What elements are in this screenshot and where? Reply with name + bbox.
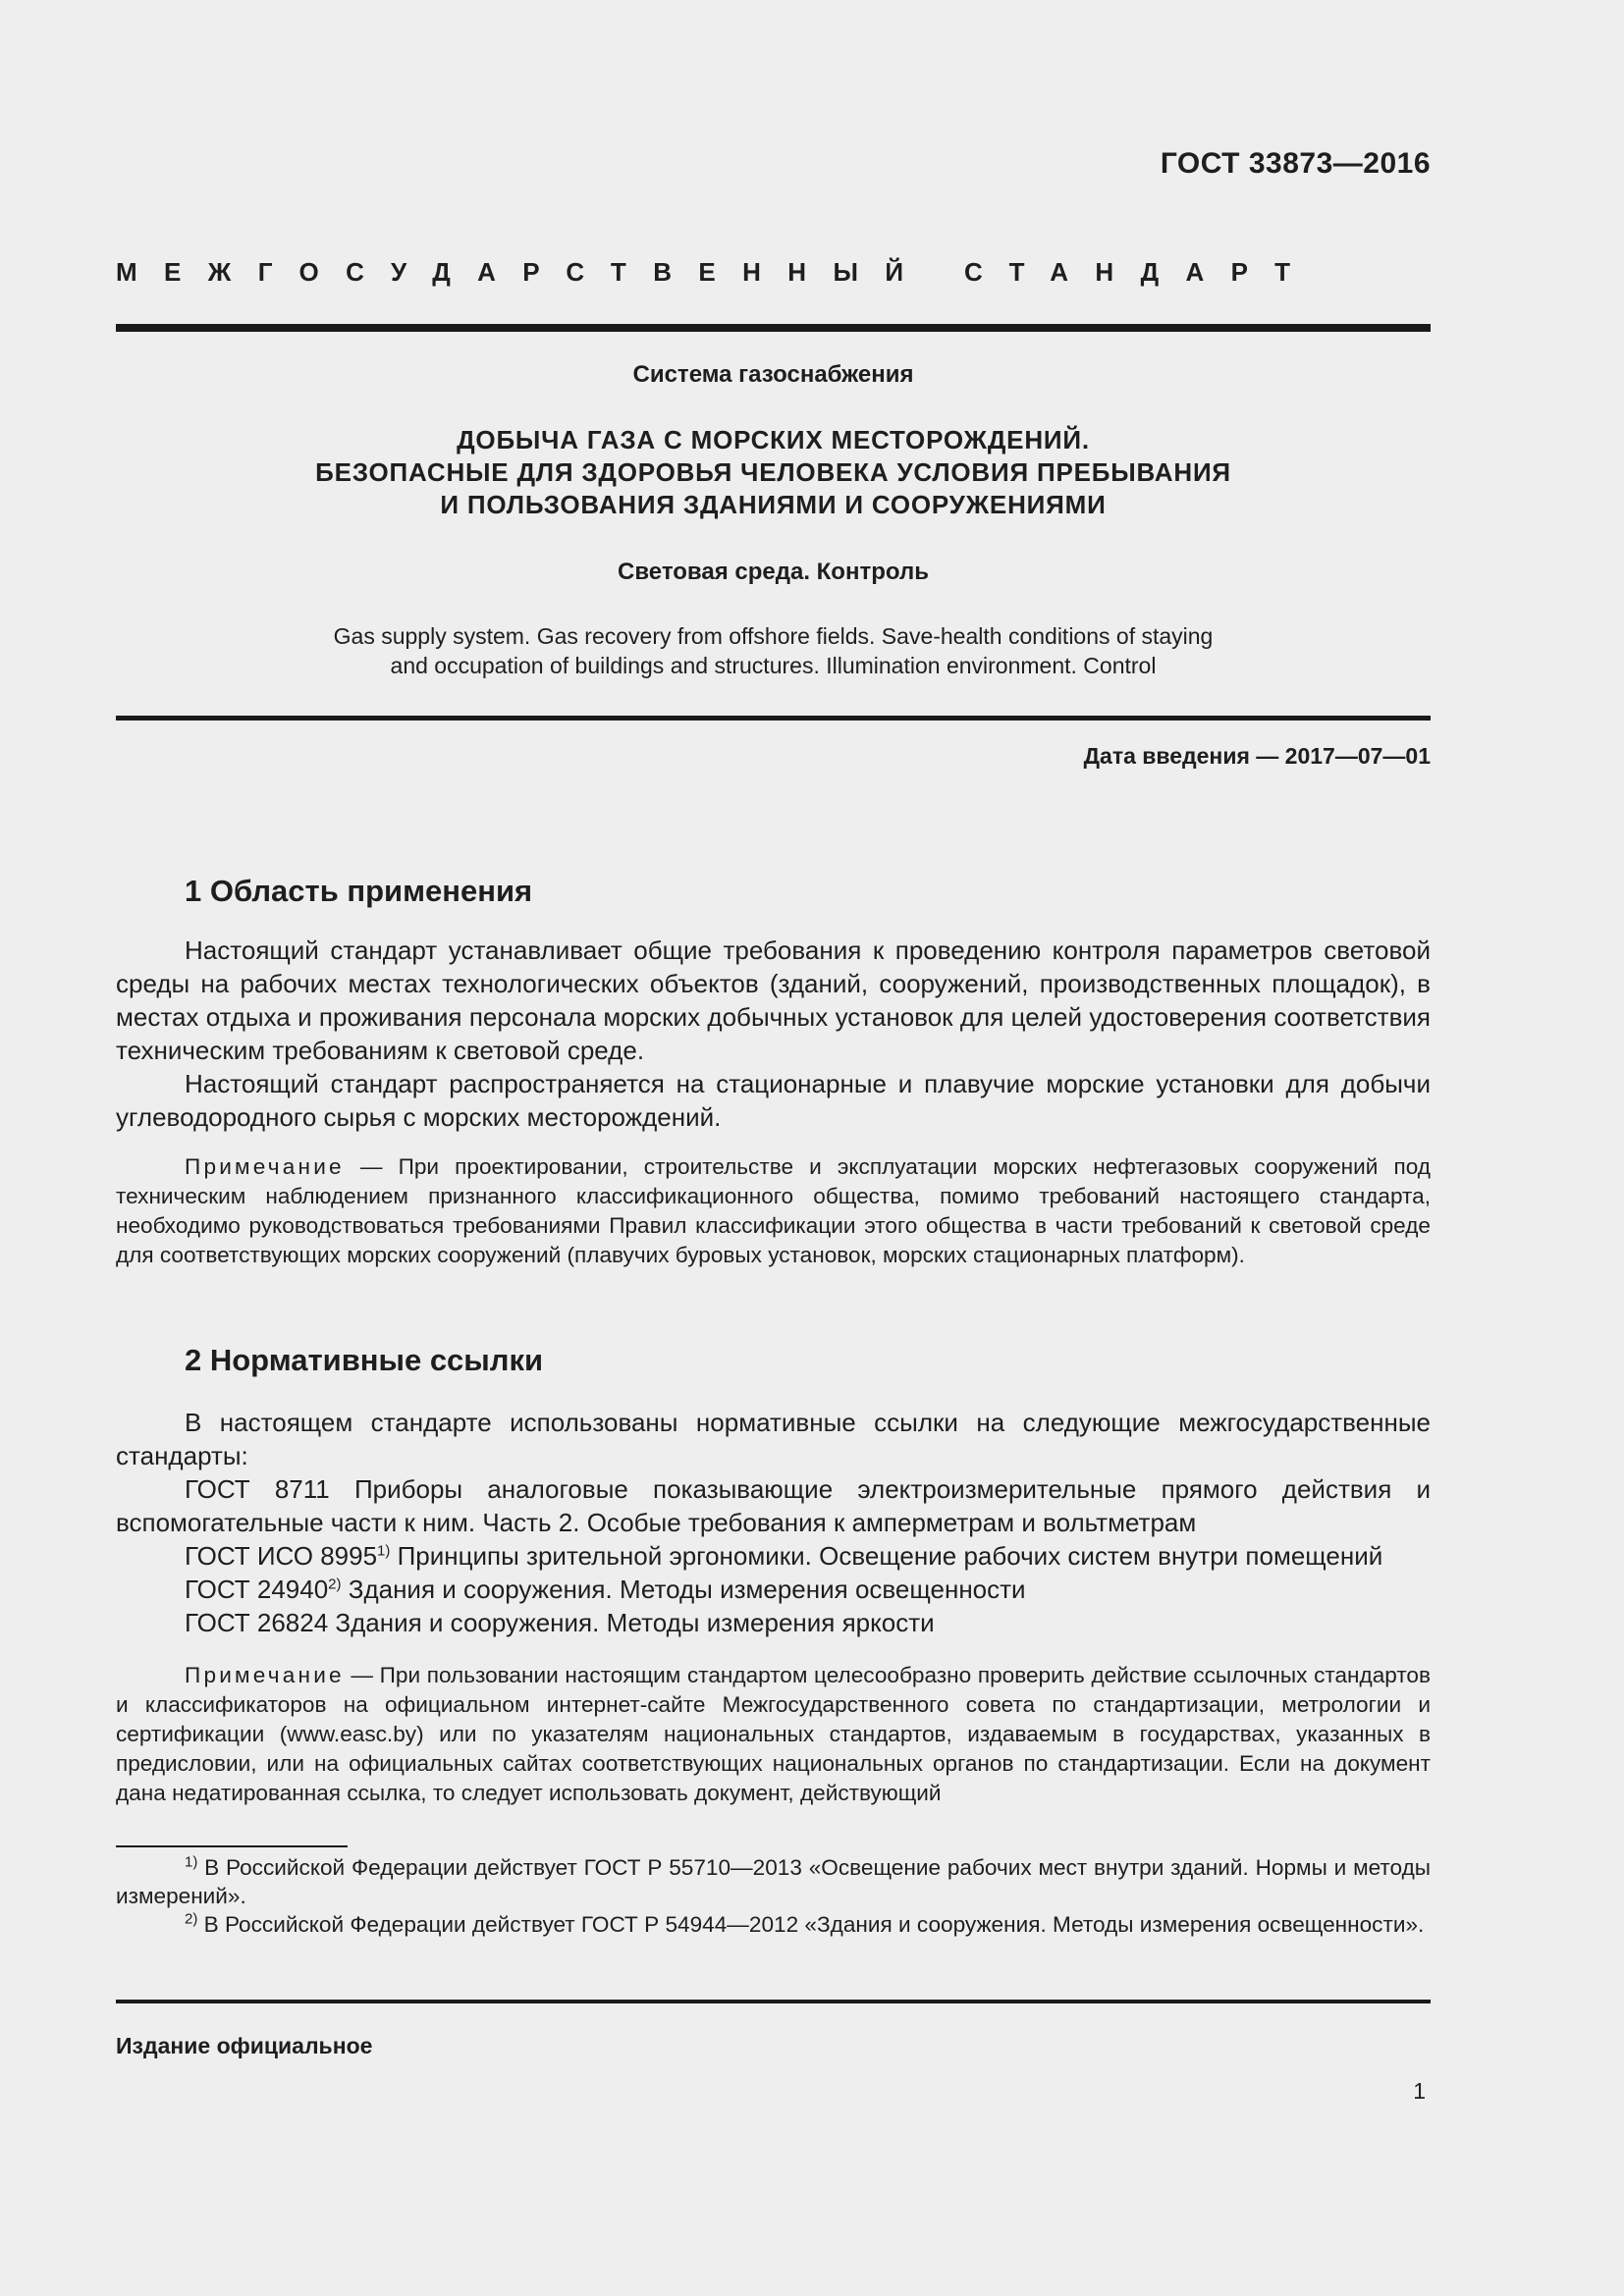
section-body-scope [116, 934, 1431, 1134]
system-title: Система газоснабжения [632, 361, 914, 388]
main-title-line: И ПОЛЬЗОВАНИЯ ЗДАНИЯМИ И СООРУЖЕНИЯМИ [440, 490, 1107, 519]
footnote-mark: 1) [185, 1853, 198, 1871]
paragraph: Настоящий стандарт распространяется на стационарные и плавучие морские установки для добычи углеводородного сырья с морских месторождений. [116, 1069, 1431, 1132]
footnote [116, 1910, 1431, 1939]
reference-item: ГОСТ 24940$^{2)}$ Здания и сооружения. Методы измерения освещенности [185, 1575, 1026, 1604]
paragraph: В настоящем стандарте использованы нормативные ссылки на следующие межгосударственные стандарты: [116, 1408, 1431, 1470]
note-scope [116, 1152, 1431, 1270]
introduction-date: Дата введения — 2017—07—01 [1083, 743, 1431, 769]
footnote-mark: 2) [185, 1910, 198, 1928]
standard-type-heading: МЕЖГОСУДАРСТВЕННЫЙ СТАНДАРТ [116, 257, 1318, 287]
footnote-text: В Российской Федерации действует ГОСТ Р 54944—2012 «Здания и сооружения. Методы измерения освещенности». [197, 1912, 1425, 1937]
main-title [116, 424, 1431, 521]
main-title-line: ДОБЫЧА ГАЗА С МОРСКИХ МЕСТОРОЖДЕНИЙ. [457, 425, 1090, 454]
footnote-divider [116, 1845, 348, 1847]
footnote [116, 1853, 1431, 1910]
reference-item: ГОСТ 26824 Здания и сооружения. Методы измерения яркости [185, 1608, 935, 1637]
section-body-references [116, 1406, 1431, 1639]
page-number: 1 [1413, 2078, 1426, 2104]
main-title-line: БЕЗОПАСНЫЕ ДЛЯ ЗДОРОВЬЯ ЧЕЛОВЕКА УСЛОВИЯ ПРЕБЫВАНИЯ [315, 457, 1231, 487]
english-title-line: Gas supply system. Gas recovery from offshore fields. Save-health conditions of staying [333, 623, 1214, 649]
title-divider [116, 716, 1431, 721]
footnotes [116, 1853, 1431, 1939]
english-title-line: and occupation of buildings and structures. Illumination environment. Control [390, 653, 1157, 678]
note-references [116, 1661, 1431, 1808]
note-text: — При проектировании, строительстве и эксплуатации морских нефтегазовых сооружений под техническим наблюдением признанного классификационного общества, помимо требований настоящего стандарта, необходимо руководствоваться требованиями Правил классификации этого общества в части требований к световой среде для соответствующих морских сооружений (плавучих буровых установок, морских стационарных платформ). [116, 1154, 1431, 1267]
reference-item: ГОСТ ИСО 8995$^{1)}$ Принципы зрительной эргономики. Освещение рабочих систем внутри помещений [185, 1541, 1383, 1571]
reference-item: ГОСТ 8711 Приборы аналоговые показывающие электроизмерительные прямого действия и вспомогательные части к ним. Часть 2. Особые требования к амперметрам и вольтметрам [116, 1474, 1431, 1537]
footnote-ref[interactable]: 1) [377, 1542, 391, 1560]
section-heading-references: 2 Нормативные ссылки [185, 1343, 544, 1377]
note-text: — При пользовании настоящим стандартом целесообразно проверить действие ссылочных стандартов и классификаторов на официальном интернет-сайте Межгосударственного совета по стандартизации, метрологии и сертификации (www.easc.by) или по указателям национальных стандартов, издаваемым в государствах, указанных в предисловии, или на официальных сайтах соответствующих национальных органов по стандартизации. Если на документ дана недатированная ссылка, то следует использовать документ, действующий [116, 1663, 1431, 1805]
note-label: Примечание [185, 1663, 345, 1687]
footnote-ref[interactable]: 2) [328, 1575, 342, 1593]
subtitle: Световая среда. Контроль [618, 559, 929, 585]
footer-divider [116, 2000, 1431, 2003]
footnote-text: В Российской Федерации действует ГОСТ Р 55710—2013 «Освещение рабочих мест внутри зданий. Нормы и методы измерений». [116, 1855, 1431, 1908]
note-label: Примечание [185, 1154, 345, 1179]
english-title [116, 621, 1431, 680]
section-heading-scope: 1 Область применения [185, 874, 533, 908]
paragraph: Настоящий стандарт устанавливает общие требования к проведению контроля параметров световой среды на рабочих местах технологических объектов (зданий, сооружений, производственных площадок), в местах отдыха и проживания персонала морских добычных установок для целей удостоверения соответствия техническим требованиям к световой среде. [116, 935, 1431, 1065]
top-divider [116, 324, 1431, 332]
document-number: ГОСТ 33873—2016 [1160, 147, 1431, 180]
official-edition-label: Издание официальное [116, 2033, 373, 2058]
